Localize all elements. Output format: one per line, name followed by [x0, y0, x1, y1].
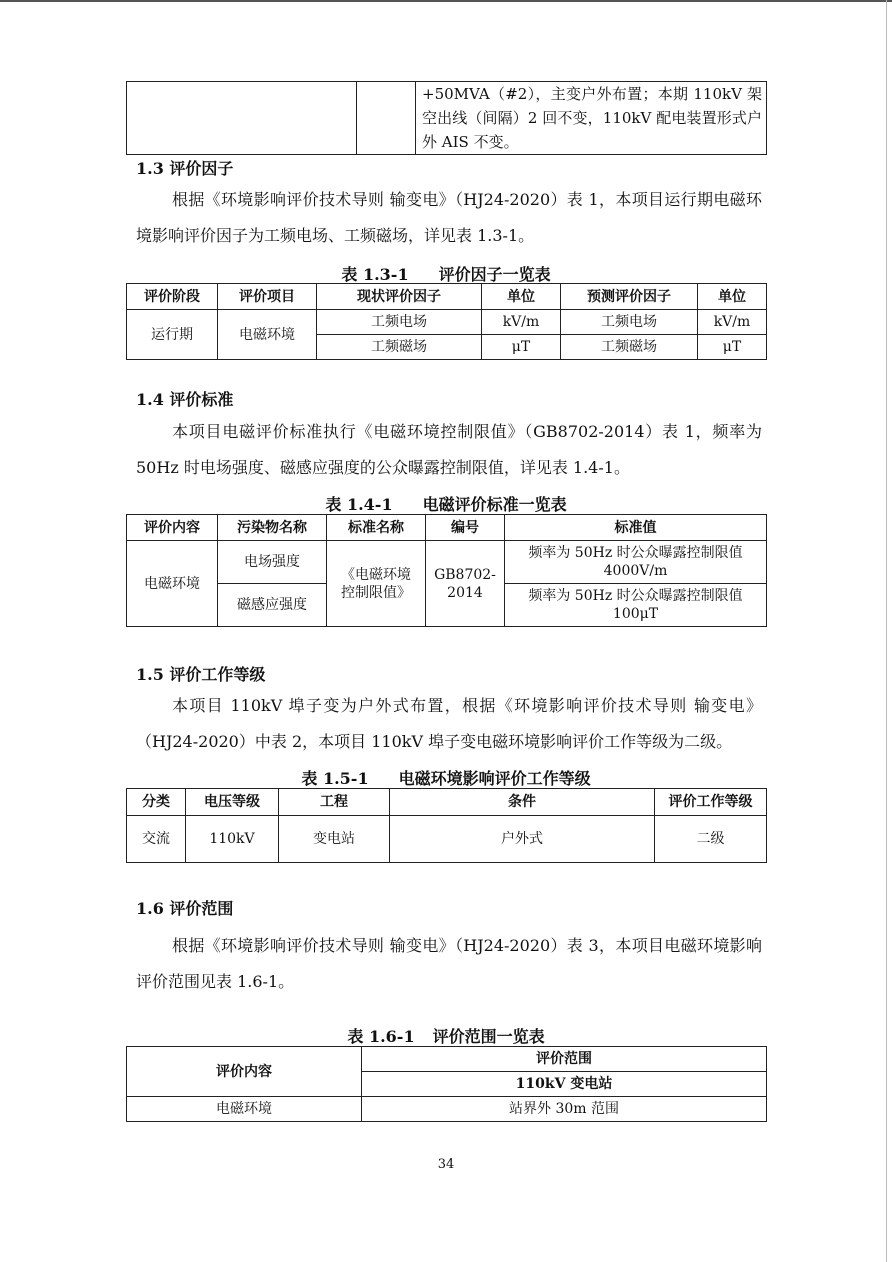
section-heading-1-5: 1.5 评价工作等级 — [136, 665, 266, 684]
table-cell: 工频电场 — [317, 310, 482, 335]
table-title: 电磁评价标准一览表 — [422, 495, 567, 514]
table-cell: μT — [482, 335, 561, 360]
table-caption-1-4-1 — [126, 492, 766, 515]
table-cell-item: 电磁环境 — [218, 310, 317, 360]
table-header-cell: 污染物名称 — [218, 515, 327, 541]
table-header-cell: 预测评价因子 — [561, 284, 698, 310]
table-cell: 二级 — [655, 816, 767, 863]
table-number: 表 1.4-1 — [325, 495, 393, 514]
continuation-text-cell: +50MVA（#2），主变户外布置；本期 110kV 架空出线（间隔）2 回不变，110kV 配电装置形式户外 AIS 不变。 — [416, 82, 767, 155]
section-paragraph-1-6: 根据《环境影响评价技术导则 输变电》（HJ24-2020）表 3，本项目电磁环境影响评价范围见表 1.6-1。 — [136, 936, 762, 991]
page-right-border — [886, 0, 887, 1262]
continuation-table — [126, 81, 767, 155]
standard-value-line: 频率为 50Hz 时公众曝露控制限值 — [528, 545, 743, 561]
table-header-cell: 评价阶段 — [127, 284, 218, 310]
page-top-border — [0, 0, 892, 2]
table-caption-1-5-1 — [126, 766, 766, 789]
table-cell: μT — [698, 335, 767, 360]
table-cell: kV/m — [698, 310, 767, 335]
table-cell: 变电站 — [279, 816, 390, 863]
table-caption-1-3-1 — [126, 262, 766, 285]
table-title: 电磁环境影响评价工作等级 — [398, 769, 591, 788]
continuation-empty-cell — [357, 82, 416, 155]
section-paragraph-1-4: 本项目电磁评价标准执行《电磁环境控制限值》（GB8702-2014）表 1，频率为 50Hz 时电场强度、磁感应强度的公众曝露控制限值，详见表 1.4-1。 — [136, 422, 762, 477]
table-header-cell: 单位 — [698, 284, 767, 310]
table-cell: 交流 — [127, 816, 186, 863]
table-1-3-1 — [126, 283, 767, 360]
table-cell-pollutant: 磁感应强度 — [218, 584, 327, 627]
table-header-cell: 单位 — [482, 284, 561, 310]
table-cell-stage: 运行期 — [127, 310, 218, 360]
table-header-cell: 条件 — [390, 789, 655, 816]
table-cell: 电磁环境 — [127, 1097, 362, 1122]
table-caption-1-6-1 — [126, 1024, 766, 1047]
table-header-cell: 工程 — [279, 789, 390, 816]
table-header-cell: 编号 — [426, 515, 505, 541]
table-header-cell: 110kV 变电站 — [362, 1072, 767, 1097]
table-cell-standard-name: 《电磁环境控制限值》 — [327, 541, 426, 627]
continuation-empty-cell — [127, 82, 357, 155]
table-header-cell: 分类 — [127, 789, 186, 816]
table-1-4-1 — [126, 514, 767, 627]
table-cell-content: 电磁环境 — [127, 541, 218, 627]
table-cell: 站界外 30m 范围 — [362, 1097, 767, 1122]
table-cell-standard-value — [505, 584, 767, 627]
table-header-cell: 电压等级 — [186, 789, 279, 816]
table-header-cell: 标准名称 — [327, 515, 426, 541]
section-paragraph-1-3: 根据《环境影响评价技术导则 输变电》（HJ24-2020）表 1，本项目运行期电磁环境影响评价因子为工频电场、工频磁场，详见表 1.3-1。 — [136, 190, 762, 245]
table-number: 表 1.5-1 — [301, 769, 369, 788]
section-heading-1-4: 1.4 评价标准 — [136, 390, 234, 409]
section-paragraph-1-5: 本项目 110kV 埠子变为户外式布置，根据《环境影响评价技术导则 输变电》（HJ24-2020）中表 2，本项目 110kV 埠子变电磁环境影响评价工作等级为二级。 — [136, 696, 762, 751]
table-header-cell: 评价范围 — [362, 1047, 767, 1072]
table-cell: 110kV — [186, 816, 279, 863]
standard-value-line: 4000V/m — [603, 563, 668, 579]
table-cell: 户外式 — [390, 816, 655, 863]
table-title: 评价范围一览表 — [432, 1027, 545, 1046]
table-header-cell: 现状评价因子 — [317, 284, 482, 310]
section-heading-1-6: 1.6 评价范围 — [136, 899, 234, 918]
table-1-5-1 — [126, 788, 767, 863]
table-cell: 工频磁场 — [561, 335, 698, 360]
table-title: 评价因子一览表 — [438, 265, 551, 284]
table-cell-pollutant: 电场强度 — [218, 541, 327, 584]
page-number: 34 — [437, 1157, 455, 1172]
table-header-cell: 评价内容 — [127, 515, 218, 541]
table-header-cell: 评价项目 — [218, 284, 317, 310]
table-cell-standard-code: GB8702-2014 — [426, 541, 505, 627]
table-number: 表 1.6-1 — [347, 1027, 415, 1046]
table-header-cell: 评价工作等级 — [655, 789, 767, 816]
section-heading-1-3: 1.3 评价因子 — [136, 159, 234, 178]
standard-value-line: 频率为 50Hz 时公众曝露控制限值 — [528, 588, 743, 604]
table-cell: 工频磁场 — [317, 335, 482, 360]
table-number: 表 1.3-1 — [341, 265, 409, 284]
table-cell: kV/m — [482, 310, 561, 335]
table-header-cell: 评价内容 — [127, 1047, 362, 1097]
table-1-6-1 — [126, 1046, 767, 1122]
table-cell: 工频电场 — [561, 310, 698, 335]
standard-value-line: 100μT — [612, 606, 659, 622]
table-cell-standard-value — [505, 541, 767, 584]
table-header-cell: 标准值 — [505, 515, 767, 541]
